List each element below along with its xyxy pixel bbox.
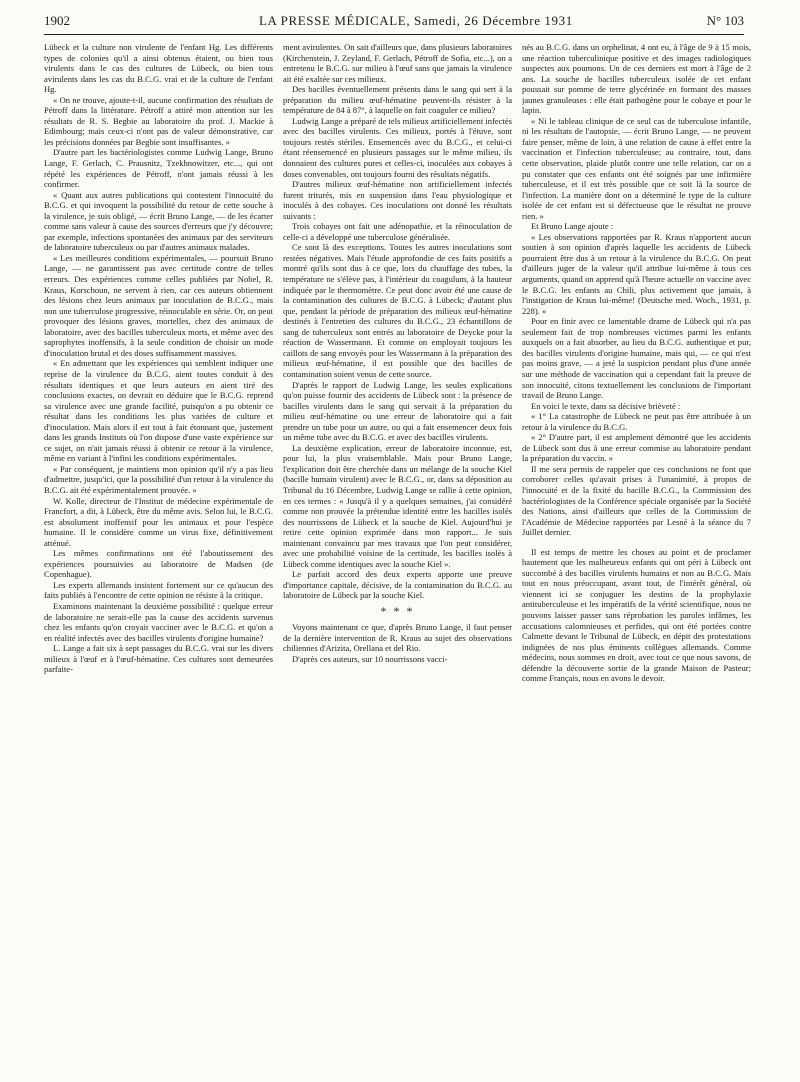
paragraph: Ludwig Lange a préparé de tels milieux artificiellement infectés avec des bacilles virulents. Ces milieux, portés à l'étuve, sont toujours restés stériles. Ensemencés avec du B.C.G., et celui-ci étant réensemencé en plusieurs passages sur le même milieu, ils donnaient des cultures pures et celles-ci, inoculées aux cobayes à doses convenables, ont toujours fourni des résultats négatifs. <box>283 115 512 179</box>
paragraph: « 2° D'autre part, il est amplement démontré que les accidents de Lübeck sont dus à une erreur commise au laboratoire pendant la préparation du vaccin. » <box>522 432 751 464</box>
paragraph: Et Bruno Lange ajoute : <box>531 221 614 232</box>
header-rule <box>44 34 744 35</box>
paragraph: D'autre part les bactériologistes comme Ludwig Lange, Bruno Lange, F. Gerlach, C. Prausnitz, Tzekhnowitzer, etc..., qui ont répété les expériences de Pétroff, n'ont jamais réussi à les confirmer. <box>44 147 273 190</box>
paragraph: Trois cobayes ont fait une adénopathie, et la réinoculation de celle-ci a développé une tuberculose généralisée. <box>283 221 512 242</box>
paragraph: Il me sera permis de rappeler que ces conclusions ne font que corroborer celles qu'avait prises à l'unanimité, à propos de l'innocuité et de la fixité du bacille B.C.G., la Commission des bactériologistes de la Conférence spéciale organisée par la Société des Nations, ainsi d'ailleurs que celles de la Commission de l'Académie de Médecine rapportées par Lesné à la séance du 7 Juillet dernier. <box>522 463 751 538</box>
paragraph: Pour en finir avec ce lamentable drame de Lübeck qui n'a pas seulement fait de trop nombreuses victimes parmi les enfants auxquels on a fait absorber, au lieu du B.C.G. authentique et pur, des bacilles virulents d'origine humaine, mais qui, — ce qui n'est pas moins grave, — a jeté la suspicion pendant plus d'une année sur une méthode de vaccination qui a cependant fait la preuve de son innocuité, citons textuellement les conclusions de l'important travail de Bruno Lange. <box>522 316 751 401</box>
paragraph: Examinons maintenant la deuxième possibilité : quelque erreur de laboratoire ne serait-elle pas la cause des accidents survenus chez les enfants qu'on croyait vacciner avec le B.C.G. et qu'on a en réalité infectés avec des bacilles virulents d'origine humaine? <box>44 600 273 643</box>
paragraph: Les experts allemands insistent fortement sur ce qu'aucun des faits publiés à l'encontre de cette opinion ne résiste à la critique. <box>44 579 273 601</box>
page-header <box>44 8 744 32</box>
paragraph: L. Lange a fait six à sept passages du B.C.G. vrai sur les divers milieux à l'œuf et à l'œuf-hématine. Ces cultures sont demeurées parfaite- <box>44 643 273 675</box>
paragraph: La deuxième explication, erreur de laboratoire inconnue, est, pour lui, la plus vraisemblable. Mais pour Bruno Lange, l'explication doit être cherchée dans un mélange de la souche Kiel (bacille humain virulent) avec le B.C.G., or, dans sa déposition au Tribunal du 16 Décembre, Ludwig Lange se rallie à cette opinion, en ces termes : « Jusqu'à il y a quelques semaines, j'ai considéré comme non prouvée la prétendue identité entre les bacilles isolés des nourrissons de Lübeck et la souche de Kiel. Aujourd'hui je retire cette opinion exprimée dans mon rapport... Je suis maintenant convaincu par mes travaux que l'on peut considérer, avec une probabilité voisine de la certitude, les bacilles isolés à Lübeck comme identiques avec la souche Kiel ». <box>283 442 512 569</box>
paragraph: W. Kolle, directeur de l'Institut de médecine expérimentale de Francfort, a dit, à Lübeck, être du même avis. Selon lui, le B.C.G. est absolument inoffensif pour les animaux et pour l'espèce humaine. Il le considère comme un virus fixe, définitivement atténué. <box>44 495 273 548</box>
paragraph: D'autres milieux œuf-hématine non artificiellement infectés furent triturés, mis en suspension dans l'eau physiologique et inoculés à des cobayes. Ces inoculations ont donné les résultats suivants : <box>283 179 512 221</box>
paragraph: « Par conséquent, je maintiens mon opinion qu'il n'y a pas lieu d'admettre, jusqu'ici, que la possibilité d'un retour à la virulence du B.C.G. ait été expérimentalement prouvée. » <box>44 463 273 495</box>
journal-title: LA PRESSE MÉDICALE, Samedi, 26 Décembre 1931 <box>259 13 573 28</box>
section-divider: * * * <box>380 603 415 618</box>
paragraph: ment avirulentes. On sait d'ailleurs que, dans plusieurs laboratoires (Kirchenstein, J. Zeyland, F. Gerlach, Pétroff de Sofia, etc...), on a entretenu le B.C.G. sur milieu à l'œuf sans que jamais la virulence ait été exaltée sur ces milieux. <box>283 42 512 84</box>
issue-number: N° 103 <box>706 13 744 28</box>
paragraph: D'après ces auteurs, sur 10 nourrissons vacci- <box>292 653 448 664</box>
paragraph: « Ni le tableau clinique de ce seul cas de tuberculose infantile, ni les résultats de l'autopsie, — écrit Bruno Lange, — ne peuvent faire penser, même de loin, à une relation de cause à effet entre la vaccination et l'infection tuberculeuse; au contraire, tout, dans cette observation, plaide plutôt contre une telle relation, car on a pu constater que ces enfants ont été soignés par une infirmière tuberculeuse, et il est très possible que ce soit là la source de l'infection. La manière dont on a déterminé le type de la culture isolée de cet enfant est si défectueuse que le résultat ne prouve rien. » <box>522 115 751 221</box>
paragraph: En voici le texte, dans sa décisive brièveté : <box>531 400 681 411</box>
paragraph: « En admettant que les expériences qui semblent indiquer une reprise de la virulence du B.C.G. aient toutes conduit à des résultats identiques et que leurs auteurs en aient tiré des conclusions exactes, on devrait en déduire que le B.C.G. reprend sa virulence avec une grande facilité, puisqu'on a pu obtenir ce résultat dans les conditions les plus variées de culture et d'inoculation. Mais alors il est tout à fait étonnant que, justement dans les grands Instituts où l'on dispose d'une vaste expérience sur ce sujet, on n'ait jamais réussi à obtenir ce retour à la virulence, même en variant à l'infini les conditions expérimentales. <box>44 358 273 464</box>
page-number: 1902 <box>44 13 70 28</box>
paragraph: D'après le rapport de Ludwig Lange, les seules explications qu'on puisse fournir des accidents de Lübeck sont : la présence de bacilles virulents dans le sang qui servait à la préparation du milieu œuf-hématine ou une erreur de laboratoire qui a fait prendre un tube pour un autre, ou qui a fait ensemencer deux fois un même tube avec du B.C.G. et avec des bacilles virulents. <box>283 379 512 443</box>
paragraph: « Les meilleures conditions expérimentales, — poursuit Bruno Lange, — ne garantissent pas avec certitude contre de telles erreurs. Des expériences comme celles publiées par Nobel, R. Kraus, Korschoun, ne servent à rien, car ces auteurs obtiennent des lésions chez leurs animaux par inoculation de B.C.G., mais non une tuberculose progressive, réinoculable en série. Or, on peut provoquer des lésions graves, mortelles, chez des animaux de laboratoire, avec des bacilles tuberculeux morts, et même avec des saprophytes inoffensifs, à la seule condition de choisir un mode d'inoculation brutal et des doses suffisamment massives. <box>44 252 273 358</box>
paragraph: Des bacilles éventuellement présents dans le sang qui sert à la préparation du milieu œuf-hématine peuvent-ils résister à la température de 84 à 87°, à laquelle on fait coaguler ce milieu? <box>283 84 512 116</box>
paragraph: Lübeck et la culture non virulente de l'enfant Hg. Les différents types de colonies qu'il a ainsi obtenus étaient, ou bien tous virulents dans le cas des cultures de Lübeck, ou bien tous avirulents dans les cas du B.C.G. vrai et de la culture de l'enfant Hg. <box>44 42 273 95</box>
paragraph: Le parfait accord des deux experts apporte une preuve d'importance capitale, décisive, de la contamination du B.C.G. au laboratoire de Lübeck par la souche Kiel. <box>283 569 512 601</box>
paragraph: Les mêmes confirmations ont été l'aboutissement des expériences poursuivies au laboratoire de Madsen (de Copenhague). <box>44 548 273 580</box>
article-body <box>44 42 751 1052</box>
paragraph: nés au B.C.G. dans un orphelinat, 4 ont eu, à l'âge de 9 à 15 mois, une réaction tuberculinique positive et des images radiologiques suspectes aux poumons. Un de ces derniers est mort à l'âge de 2 ans. La souche de bacilles tuberculeux isolée de cet enfant poussait sur pomme de terre glycérinée en formant des masses jaunes granuleuses : elle était pathogène pour le cobaye et pour le lapin. <box>522 42 751 116</box>
paragraph: « Quant aux autres publications qui contestent l'innocuité du B.C.G. et qui invoquent la possibilité du retour de cette souche à la virulence, je suis obligé, — écrit Bruno Lange, — de les écarter comme sans valeur à cause des sources d'erreurs que j'y découvre; par exemple, infections spontanées des animaux par des serviteurs de laboratoire tuberculeux ou par d'autres animaux malades. <box>44 189 273 253</box>
paragraph: « 1° La catastrophe de Lübeck ne peut pas être attribuée à un retour à la virulence du B.C.G. <box>522 411 751 432</box>
paragraph: « On ne trouve, ajoute-t-il, aucune confirmation des résultats de Pétroff dans la littérature. Pétroff a attiré mon attention sur les résultats de R. S. Begbie au laboratoire du prof. J. Mackie à Edimbourg; mais ceux-ci n'ont pas de valeur démonstrative, car les précisions données par Begbie sont insuffisantes. » <box>44 94 273 147</box>
text-column-right <box>522 42 751 1052</box>
paragraph: Voyons maintenant ce que, d'après Bruno Lange, il faut penser de la dernière intervention de R. Kraus au sujet des observations chiliennes d'Arizita, Orellana et del Rio. <box>283 621 512 654</box>
paragraph: Il est temps de mettre les choses au point et de proclamer hautement que les malheureux enfants qui ont péri à Lübeck ont succombé à des bacilles virulents humains et non au B.C.G. Mais tout en nous préoccupant, avant tout, de l'intérêt général, où viennent ici se conjuguer les destins de la prophylaxie antituberculeuse et les impératifs de la vérité scientifique, nous ne pouvons laisser passer sans réprobation les paroles infâmes, les accusations calomnieuses et perfides, qui ont été portées contre Calmette devant le Tribunal de Lübeck, en dépit des protestations indignées de nos plus éminents collègues allemands. Comme médecins, nous sommes en droit, avec tout ce que nous savons, de défendre la découverte sortie de la grande Maison de Pasteur; comme Français, nous en avons le devoir. <box>522 546 751 684</box>
text-column-left <box>44 42 273 1052</box>
text-column-middle <box>283 42 512 1052</box>
paragraph: « Les observations rapportées par R. Kraus n'apportent aucun soutien à son opinion d'après laquelle les accidents de Lübeck pourraient être dus à un retour à la virulence du B.C.G. On peut d'ailleurs juger de la valeur qu'il attribue lui-même à tous ces arguments, quand on apprend qu'à l'heure actuelle on vaccine avec le B.C.G. les enfants au Chili, plus activement que jamais, à l'instigation de Kraus lui-même! (Deutsche med. Woch., 1931, p. 228). » <box>522 231 751 316</box>
paragraph: Ce sont là des exceptions. Toutes les autres inoculations sont restées négatives. Mais l'étude approfondie de ces faits positifs a montré qu'ils sont dus à ce que, lors du chauffage des tubes, la température ne s'élève pas, à l'intérieur du coagulum, à la hauteur indiquée par le thermomètre. Ce peut donc avoir été une cause de la contamination des cultures de B.C.G. à Lübeck; d'autant plus que, pendant la période de préparation des milieux œuf-hématine destinés à l'entretien des cultures du B.C.G., 23 échantillons de sang de tuberculeux sont entrés au laboratoire de Deycke pour la réaction de Wassermann. Et comme on employait toujours les caillots de sang envoyés pour les Wassermann à la préparation des milieux œuf-hématine, il est possible que des bacilles de contamination soient venus de cette source. <box>283 242 512 379</box>
